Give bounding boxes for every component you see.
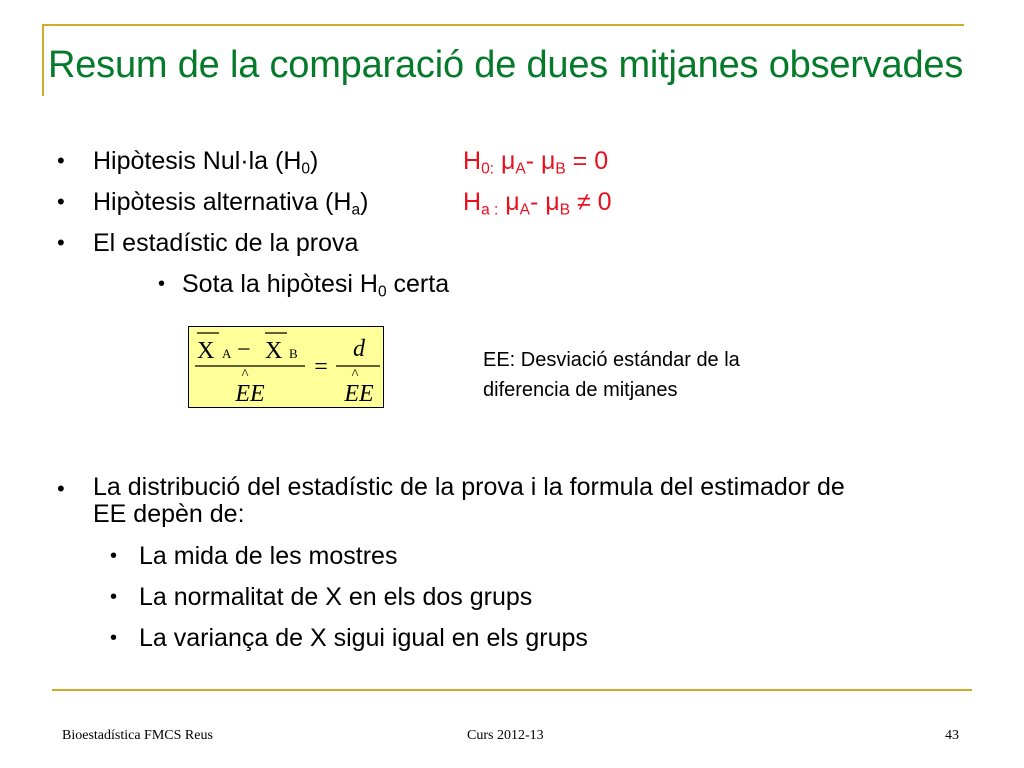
test-statistic-formula [188, 326, 384, 408]
equals-sign: = [314, 354, 328, 380]
right-ee: EE [344, 381, 374, 406]
minus-sign: − [237, 337, 251, 363]
alt-hypothesis-formula: $H_{a :}$ $\mu_A-$ $\mu_B \ne 0$ [463, 188, 612, 219]
sub-bullet-dot: • [158, 273, 166, 295]
null-hypothesis-formula: $H_{0:}$ $\mu_A-$ $\mu_B = 0$ [463, 147, 609, 178]
bullet-dot: • [57, 189, 65, 214]
null-true-condition: Sota la hipòtesi $H_0$ certa [182, 270, 450, 301]
slide-number: 43 [945, 728, 959, 743]
sub-bullet-dot: • [110, 545, 118, 567]
ee-definition-note [483, 345, 843, 405]
frame-left-rule [42, 24, 44, 96]
xb-subscript: B [289, 346, 298, 361]
factor-item: La mida de les mostres [139, 542, 398, 570]
sub-bullet-dot: • [110, 627, 118, 649]
test-statistic-label: El estadístic de la prova [93, 229, 359, 257]
slide-title: Resum de la comparació de dues mitjanes observades [48, 44, 964, 86]
xa-symbol: X [197, 338, 215, 364]
alt-hypothesis-label: Hipòtesis alternativa $(H_a)$ [93, 188, 369, 219]
frame-top-rule [42, 24, 964, 26]
left-ee: EE [235, 381, 265, 406]
ee-note-line2: diferencia de mitjanes [483, 379, 678, 401]
ee-note-line1: EE: Desviació estándar de la [483, 349, 740, 371]
distribution-line1: La distribució del estadístic de la prova i la formula del estimador de [93, 473, 845, 501]
null-hypothesis-label: Hipòtesis Nul·la $(H_0)$ [93, 147, 319, 178]
xa-subscript: A [222, 346, 232, 361]
xb-symbol: X [265, 338, 283, 364]
bullet-dot: • [57, 148, 65, 173]
factor-item: La normalitat de X en els dos grups [139, 583, 533, 611]
footer-academic-year: Curs 2012-13 [467, 728, 544, 743]
distribution-line2: EE depèn de: [93, 500, 245, 528]
distribution-text [93, 474, 845, 528]
footer-rule [52, 689, 972, 691]
factor-item: La variança de X sigui igual en els grups [139, 624, 588, 652]
difference-d: d [353, 336, 365, 362]
bullet-dot: • [57, 230, 65, 255]
sub-bullet-dot: • [110, 586, 118, 608]
formula-graphic [189, 327, 382, 406]
footer-course-name: Bioestadística FMCS Reus [62, 728, 213, 743]
bullet-dot: • [57, 476, 65, 501]
right-hat: ^ [351, 367, 359, 383]
left-hat: ^ [241, 367, 249, 383]
